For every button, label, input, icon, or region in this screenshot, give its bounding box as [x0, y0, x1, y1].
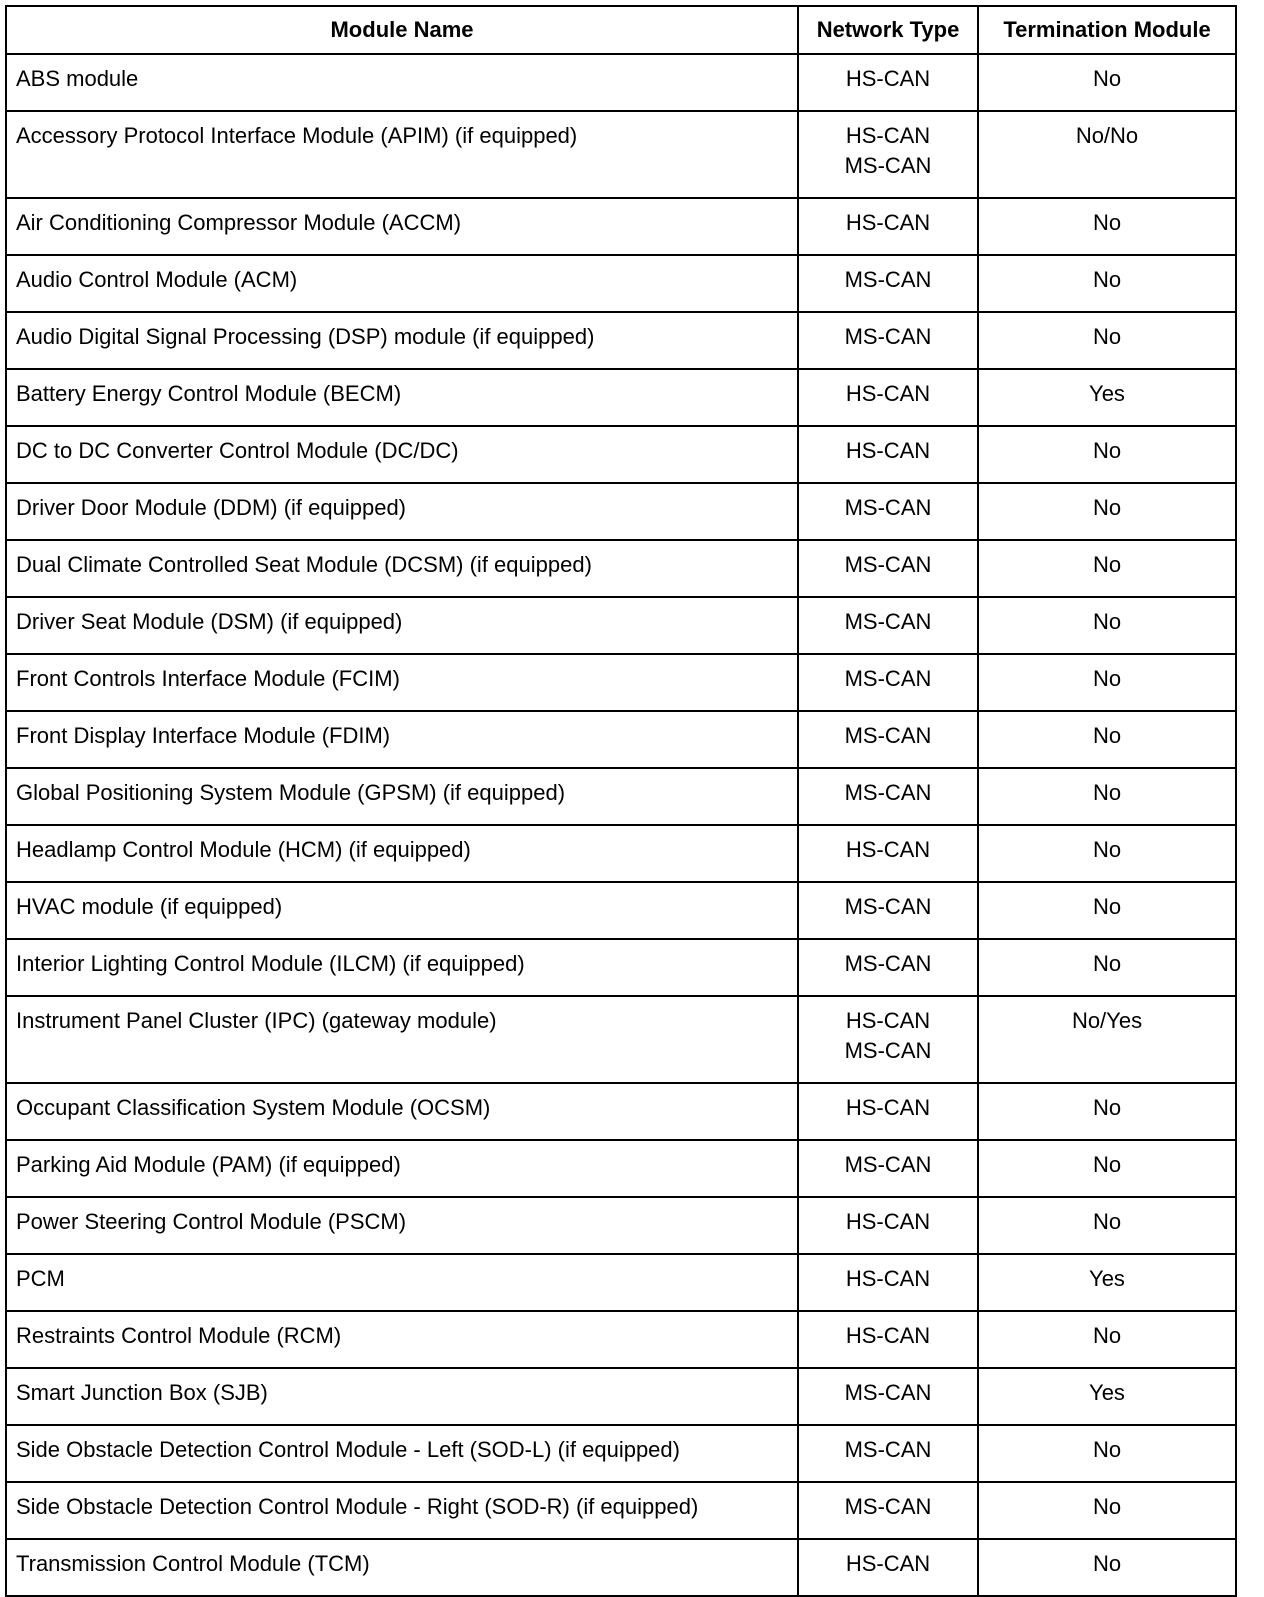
network-type-value: MS-CAN [844, 894, 932, 919]
module-name-cell: HVAC module (if equipped) [6, 882, 798, 939]
network-type-cell [798, 711, 978, 768]
network-type-value: MS-CAN [844, 552, 932, 577]
network-type-value: MS-CAN [844, 1152, 932, 1177]
termination-module-cell: Yes [978, 1254, 1236, 1311]
table-row [6, 255, 1236, 312]
network-type-value: HS-CAN [845, 66, 931, 91]
network-type-cell [798, 1083, 978, 1140]
table-row [6, 711, 1236, 768]
network-type-value: HS-CAN [845, 1209, 931, 1234]
header-module-name: Module Name [6, 6, 798, 54]
table-row [6, 1539, 1236, 1596]
module-name-cell: Audio Digital Signal Processing (DSP) module (if equipped) [6, 312, 798, 369]
termination-module-cell: No [978, 1539, 1236, 1596]
table-row [6, 540, 1236, 597]
module-name-cell: Front Controls Interface Module (FCIM) [6, 654, 798, 711]
network-type-value: MS-CAN [844, 780, 932, 805]
network-type-value: MS-CAN [844, 1437, 932, 1462]
table-row [6, 1083, 1236, 1140]
module-name-cell: Transmission Control Module (TCM) [6, 1539, 798, 1596]
module-network-table [5, 5, 1237, 1597]
network-type-cell [798, 1368, 978, 1425]
table-row [6, 198, 1236, 255]
module-name-cell: Smart Junction Box (SJB) [6, 1368, 798, 1425]
module-name-cell: Instrument Panel Cluster (IPC) (gateway module) [6, 996, 798, 1083]
table-row [6, 597, 1236, 654]
module-name-cell: ABS module [6, 54, 798, 111]
module-name-cell: Air Conditioning Compressor Module (ACCM) [6, 198, 798, 255]
network-type-cell [798, 825, 978, 882]
network-type-value: HS-CAN [845, 381, 931, 406]
table-row [6, 312, 1236, 369]
termination-module-cell: No [978, 882, 1236, 939]
network-type-value: MS-CAN [844, 1038, 932, 1063]
termination-module-cell: No [978, 483, 1236, 540]
termination-module-cell: No [978, 255, 1236, 312]
network-type-value: HS-CAN [845, 1551, 931, 1576]
termination-module-cell: No [978, 1197, 1236, 1254]
network-type-cell [798, 483, 978, 540]
network-type-cell [798, 1482, 978, 1539]
termination-module-cell: No [978, 1311, 1236, 1368]
network-type-value: HS-CAN [845, 837, 931, 862]
module-name-cell: Audio Control Module (ACM) [6, 255, 798, 312]
network-type-value: MS-CAN [844, 666, 932, 691]
network-type-cell [798, 939, 978, 996]
termination-module-cell: No/No [978, 111, 1236, 198]
network-type-cell [798, 1425, 978, 1482]
table-body [6, 54, 1236, 1596]
termination-module-cell: No [978, 426, 1236, 483]
termination-module-cell: No [978, 1140, 1236, 1197]
network-type-cell [798, 369, 978, 426]
network-type-value: MS-CAN [844, 495, 932, 520]
network-type-value: HS-CAN [845, 1323, 931, 1348]
header-network-type: Network Type [798, 6, 978, 54]
module-name-cell: Battery Energy Control Module (BECM) [6, 369, 798, 426]
network-type-value: MS-CAN [844, 1494, 932, 1519]
termination-module-cell: No/Yes [978, 996, 1236, 1083]
module-name-cell: Side Obstacle Detection Control Module - Right (SOD-R) (if equipped) [6, 1482, 798, 1539]
table-row [6, 825, 1236, 882]
network-type-cell [798, 654, 978, 711]
header-row [6, 6, 1236, 54]
table-row [6, 1368, 1236, 1425]
module-name-cell: Side Obstacle Detection Control Module - Left (SOD-L) (if equipped) [6, 1425, 798, 1482]
termination-module-cell: No [978, 597, 1236, 654]
module-name-cell: Accessory Protocol Interface Module (APIM) (if equipped) [6, 111, 798, 198]
table-row [6, 426, 1236, 483]
table-row [6, 1140, 1236, 1197]
network-type-value: MS-CAN [844, 153, 932, 178]
termination-module-cell: No [978, 1083, 1236, 1140]
module-name-cell: Interior Lighting Control Module (ILCM) (if equipped) [6, 939, 798, 996]
termination-module-cell: No [978, 1482, 1236, 1539]
network-type-value: HS-CAN [845, 123, 931, 148]
termination-module-cell: Yes [978, 369, 1236, 426]
module-name-cell: Restraints Control Module (RCM) [6, 1311, 798, 1368]
network-type-cell [798, 540, 978, 597]
table-row [6, 54, 1236, 111]
termination-module-cell: No [978, 939, 1236, 996]
module-name-cell: Power Steering Control Module (PSCM) [6, 1197, 798, 1254]
network-type-value: HS-CAN [845, 1266, 931, 1291]
table-row [6, 996, 1236, 1083]
network-type-cell [798, 111, 978, 198]
termination-module-cell: No [978, 54, 1236, 111]
table-row [6, 882, 1236, 939]
network-type-cell [798, 426, 978, 483]
module-name-cell: Occupant Classification System Module (OCSM) [6, 1083, 798, 1140]
termination-module-cell: No [978, 1425, 1236, 1482]
network-type-value: HS-CAN [845, 1008, 931, 1033]
network-type-cell [798, 768, 978, 825]
termination-module-cell: Yes [978, 1368, 1236, 1425]
module-name-cell: Dual Climate Controlled Seat Module (DCSM) (if equipped) [6, 540, 798, 597]
termination-module-cell: No [978, 654, 1236, 711]
network-type-value: MS-CAN [844, 324, 932, 349]
network-type-cell [798, 54, 978, 111]
network-type-cell [798, 255, 978, 312]
network-type-cell [798, 312, 978, 369]
module-name-cell: Front Display Interface Module (FDIM) [6, 711, 798, 768]
termination-module-cell: No [978, 768, 1236, 825]
module-name-cell: PCM [6, 1254, 798, 1311]
termination-module-cell: No [978, 540, 1236, 597]
table-row [6, 654, 1236, 711]
termination-module-cell: No [978, 198, 1236, 255]
network-type-value: HS-CAN [845, 210, 931, 235]
network-type-cell [798, 996, 978, 1083]
network-type-cell [798, 1539, 978, 1596]
module-name-cell: Global Positioning System Module (GPSM) (if equipped) [6, 768, 798, 825]
network-type-cell [798, 597, 978, 654]
network-type-value: MS-CAN [844, 951, 932, 976]
table-row [6, 483, 1236, 540]
network-type-value: MS-CAN [844, 609, 932, 634]
termination-module-cell: No [978, 711, 1236, 768]
table-row [6, 1254, 1236, 1311]
module-name-cell: Headlamp Control Module (HCM) (if equipped) [6, 825, 798, 882]
table-row [6, 1482, 1236, 1539]
network-type-cell [798, 1254, 978, 1311]
network-type-value: HS-CAN [845, 1095, 931, 1120]
header-termination-module: Termination Module [978, 6, 1236, 54]
network-type-value: MS-CAN [844, 723, 932, 748]
module-name-cell: Parking Aid Module (PAM) (if equipped) [6, 1140, 798, 1197]
termination-module-cell: No [978, 312, 1236, 369]
table-row [6, 1311, 1236, 1368]
table-row [6, 1425, 1236, 1482]
table-row [6, 939, 1236, 996]
module-name-cell: Driver Door Module (DDM) (if equipped) [6, 483, 798, 540]
termination-module-cell: No [978, 825, 1236, 882]
module-name-cell: Driver Seat Module (DSM) (if equipped) [6, 597, 798, 654]
network-type-value: MS-CAN [844, 267, 932, 292]
table-row [6, 1197, 1236, 1254]
table-row [6, 369, 1236, 426]
network-type-cell [798, 882, 978, 939]
network-type-value: HS-CAN [845, 438, 931, 463]
network-type-cell [798, 198, 978, 255]
network-type-cell [798, 1311, 978, 1368]
network-type-cell [798, 1140, 978, 1197]
table-row [6, 111, 1236, 198]
module-name-cell: DC to DC Converter Control Module (DC/DC) [6, 426, 798, 483]
table-row [6, 768, 1236, 825]
network-type-cell [798, 1197, 978, 1254]
network-type-value: MS-CAN [844, 1380, 932, 1405]
